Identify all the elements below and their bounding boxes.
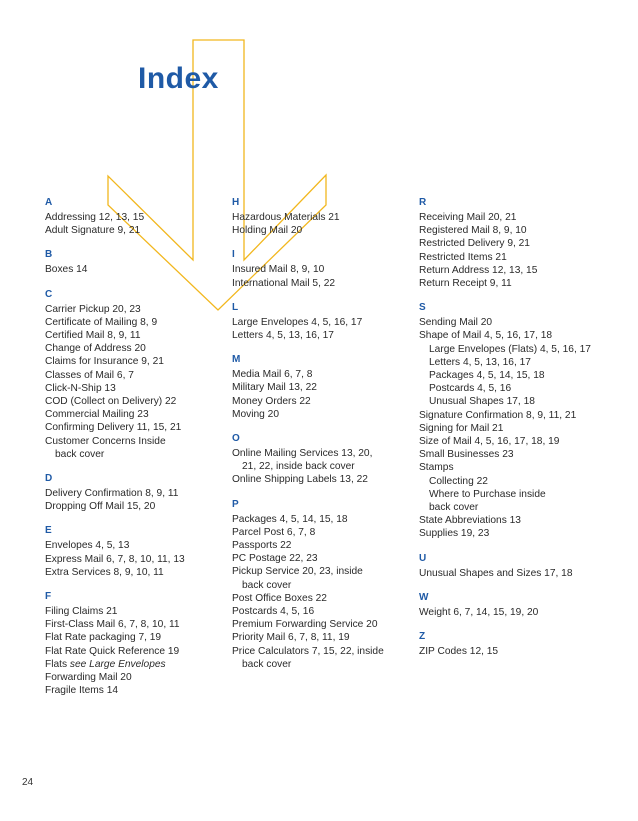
page-number: 24 (22, 777, 34, 788)
index-entry: Unusual Shapes and Sizes 17, 18 (419, 567, 573, 579)
section-letter: W (419, 591, 429, 603)
index-entry: Passports 22 (232, 540, 292, 552)
section-letter: I (232, 249, 235, 261)
index-entry: Priority Mail 6, 7, 8, 11, 19 (232, 632, 350, 644)
index-entry: Parcel Post 6, 7, 8 (232, 526, 316, 538)
section-letter: S (419, 302, 426, 314)
index-entry: Filing Claims 21 (45, 606, 118, 618)
section-letter: F (45, 591, 52, 603)
index-entry: First-Class Mail 6, 7, 8, 10, 11 (45, 619, 180, 631)
index-entry: Forwarding Mail 20 (45, 672, 132, 684)
section-letter: L (232, 301, 239, 313)
index-section-z (419, 630, 619, 658)
section-letter: Z (419, 631, 426, 643)
index-entry: Pickup Service 20, 23, inside (232, 566, 363, 578)
index-entry: Carrier Pickup 20, 23 (45, 303, 141, 315)
index-entry: PC Postage 22, 23 (232, 553, 318, 565)
section-letter: D (45, 473, 53, 485)
index-section-d (45, 472, 235, 513)
index-entry: Certified Mail 8, 9, 11 (45, 330, 141, 342)
index-section-e (45, 524, 235, 579)
index-entry: Money Orders 22 (232, 395, 311, 407)
index-entry: Receiving Mail 20, 21 (419, 212, 517, 223)
index-entry: Claims for Insurance 9, 21 (45, 356, 164, 368)
index-section-s (419, 301, 619, 540)
index-section-l (232, 301, 422, 342)
index-entry: Hazardous Materials 21 (232, 212, 340, 223)
index-entry: Express Mail 6, 7, 8, 10, 11, 13 (45, 553, 185, 565)
section-letter: H (232, 197, 240, 208)
index-entry: Size of Mail 4, 5, 16, 17, 18, 19 (419, 436, 560, 448)
index-entry: Change of Address 20 (45, 343, 146, 355)
index-entry: Letters 4, 5, 13, 16, 17 (232, 330, 334, 342)
index-entry: Insured Mail 8, 9, 10 (232, 264, 325, 276)
index-entry: Classes of Mail 6, 7 (45, 369, 134, 381)
index-entry: Collecting 22 (429, 475, 488, 487)
index-section-u (419, 552, 619, 580)
index-entry: Unusual Shapes 17, 18 (429, 396, 535, 408)
index-entry: ZIP Codes 12, 15 (419, 646, 499, 658)
index-entry: Stamps (419, 462, 454, 474)
index-entry: Registered Mail 8, 9, 10 (419, 225, 527, 237)
section-letter: M (232, 354, 241, 366)
index-entry: State Abbreviations 13 (419, 515, 521, 527)
index-entry: International Mail 5, 22 (232, 277, 336, 289)
page-title: Index (138, 62, 219, 95)
index-section-f (45, 590, 235, 697)
index-entry: Dropping Off Mail 15, 20 (45, 501, 156, 513)
index-entry: Click-N-Ship 13 (45, 382, 116, 394)
index-entry: Fragile Items 14 (45, 685, 119, 697)
index-section-a (45, 196, 235, 237)
index-section-c (45, 288, 235, 461)
index-entry: Return Address 12, 13, 15 (419, 264, 538, 276)
index-entry: Postcards 4, 5, 16 (429, 383, 512, 395)
index-entry: back cover (242, 579, 292, 591)
section-letter: B (45, 249, 53, 261)
index-column-2 (232, 196, 422, 682)
index-entry: Confirming Delivery 11, 15, 21 (45, 422, 182, 434)
index-entry: Return Receipt 9, 11 (419, 278, 512, 290)
index-entry: Delivery Confirmation 8, 9, 11 (45, 488, 179, 500)
index-entry: Postcards 4, 5, 16 (232, 606, 315, 618)
index-entry: Commercial Mailing 23 (45, 409, 149, 421)
index-entry: Adult Signature 9, 21 (45, 225, 141, 237)
index-entry: Small Businesses 23 (419, 449, 514, 461)
index-entry: COD (Collect on Delivery) 22 (45, 396, 177, 408)
index-entry: Signing for Mail 21 (419, 422, 504, 434)
index-entry: Where to Purchase inside (429, 488, 546, 500)
index-entry: Packages 4, 5, 14, 15, 18 (232, 513, 348, 525)
index-entry: Restricted Items 21 (419, 251, 507, 263)
section-letter: U (419, 552, 427, 564)
section-letter: E (45, 525, 52, 537)
index-entry: Online Mailing Services 13, 20, (232, 448, 373, 460)
index-entry: Supplies 19, 23 (419, 528, 490, 540)
index-section-i (232, 248, 422, 289)
index-entry: Signature Confirmation 8, 9, 11, 21 (419, 409, 577, 421)
index-entry: Sending Mail 20 (419, 317, 493, 329)
index-entry: 21, 22, inside back cover (242, 461, 355, 473)
index-entry: Large Envelopes 4, 5, 16, 17 (232, 316, 363, 328)
index-entry: Flats see Large Envelopes (45, 658, 166, 670)
index-entry: Flat Rate Quick Reference 19 (45, 645, 180, 657)
index-section-h (232, 196, 422, 237)
index-entry: Media Mail 6, 7, 8 (232, 369, 313, 381)
index-entry: Premium Forwarding Service 20 (232, 619, 378, 631)
index-entry: Addressing 12, 13, 15 (45, 212, 145, 223)
section-letter: O (232, 433, 240, 445)
index-entry: Weight 6, 7, 14, 15, 19, 20 (419, 606, 539, 618)
index-entry: Shape of Mail 4, 5, 16, 17, 18 (419, 330, 553, 342)
section-letter: R (419, 197, 427, 208)
index-entry: Packages 4, 5, 14, 15, 18 (429, 370, 545, 382)
index-section-w (419, 591, 619, 619)
index-column-3 (419, 196, 619, 669)
index-entry: Moving 20 (232, 408, 280, 420)
index-entry: Large Envelopes (Flats) 4, 5, 16, 17 (429, 343, 591, 355)
index-entry: back cover (55, 448, 105, 460)
index-entry: back cover (429, 502, 479, 514)
index-column-1 (45, 196, 235, 708)
index-section-o (232, 432, 422, 487)
index-entry: Restricted Delivery 9, 21 (419, 238, 530, 250)
index-section-r (419, 196, 619, 290)
index-entry: Letters 4, 5, 13, 16, 17 (429, 356, 531, 368)
index-entry: Certificate of Mailing 8, 9 (45, 316, 158, 328)
section-letter: A (45, 197, 53, 208)
section-letter: C (45, 288, 53, 300)
index-entry: Price Calculators 7, 15, 22, inside (232, 645, 384, 657)
index-entry: Envelopes 4, 5, 13 (45, 540, 130, 552)
index-entry: Holding Mail 20 (232, 225, 303, 237)
index-entry: Military Mail 13, 22 (232, 382, 317, 394)
index-section-m (232, 353, 422, 421)
index-entry: Flat Rate packaging 7, 19 (45, 632, 162, 644)
index-section-b (45, 248, 235, 276)
index-entry: Post Office Boxes 22 (232, 592, 327, 604)
index-entry: Online Shipping Labels 13, 22 (232, 474, 368, 486)
section-letter: P (232, 498, 239, 510)
index-entry: back cover (242, 658, 292, 670)
index-entry: Customer Concerns Inside (45, 435, 166, 447)
index-section-p (232, 498, 422, 671)
index-entry: Boxes 14 (45, 264, 88, 276)
index-entry: Extra Services 8, 9, 10, 11 (45, 566, 164, 578)
